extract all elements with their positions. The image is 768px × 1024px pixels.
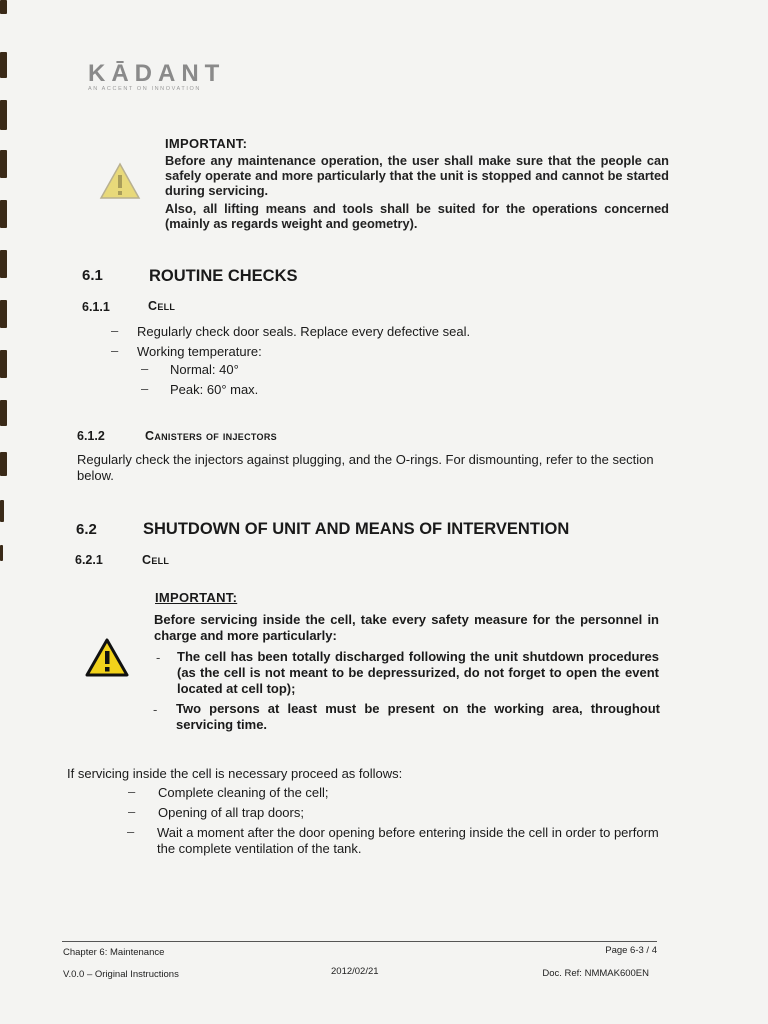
important-list-item: Two persons at least must be present on the working area, throughout servicing time.	[176, 701, 660, 732]
binder-hole	[0, 250, 7, 278]
list-bullet: –	[141, 361, 149, 376]
subsection-title: Cell	[148, 299, 176, 313]
binder-hole	[0, 200, 7, 228]
subsection-title: Cell	[142, 553, 170, 567]
important-paragraph: Also, all lifting means and tools shall be suited for the operations concerned (mainly as regards weight and geometry).	[165, 201, 669, 231]
binder-hole	[0, 0, 7, 14]
list-item: Working temperature:	[137, 344, 262, 359]
section-title: ROUTINE CHECKS	[149, 267, 298, 285]
list-bullet: –	[128, 804, 136, 819]
procedure-step: Wait a moment after the door opening before entering inside the cell in order to perform the complete ventilation of the tank.	[157, 825, 659, 856]
list-bullet: –	[127, 824, 135, 839]
subsection-number: 6.1.2	[77, 429, 105, 443]
list-bullet: –	[141, 381, 149, 396]
paragraph: Regularly check the injectors against plugging, and the O-rings. For dismounting, refer to the section below.	[77, 452, 654, 483]
list-bullet: -	[156, 650, 161, 665]
important-paragraph: Before servicing inside the cell, take every safety measure for the personnel in charge and more particularly:	[154, 612, 659, 643]
binder-hole	[0, 545, 3, 561]
company-tagline: AN ACCENT ON INNOVATION	[88, 86, 201, 92]
binder-hole	[0, 452, 7, 476]
binder-hole	[0, 350, 7, 378]
subsection-number: 6.2.1	[75, 553, 103, 567]
company-logo: KĀDANT	[88, 60, 226, 87]
binder-hole	[0, 52, 7, 78]
footer-date: 2012/02/21	[331, 966, 379, 977]
procedure-step: Opening of all trap doors;	[158, 805, 304, 820]
footer-chapter: Chapter 6: Maintenance	[63, 947, 165, 958]
list-subitem: Peak: 60° max.	[170, 382, 259, 397]
section-title: SHUTDOWN OF UNIT AND MEANS OF INTERVENTION	[143, 520, 570, 538]
warning-icon	[85, 638, 129, 678]
important-title: IMPORTANT:	[155, 590, 238, 605]
important-title: IMPORTANT:	[165, 136, 248, 151]
list-bullet: –	[111, 343, 119, 358]
list-bullet: –	[128, 784, 136, 799]
binder-hole	[0, 150, 7, 178]
footer-version: V.0.0 – Original Instructions	[63, 969, 179, 980]
footer-doc-ref: Doc. Ref: NMMAK600EN	[542, 968, 649, 979]
section-number: 6.2	[76, 521, 97, 538]
subsection-title: Canisters of injectors	[145, 429, 277, 443]
section-number: 6.1	[82, 267, 103, 284]
procedure-intro: If servicing inside the cell is necessary proceed as follows:	[67, 766, 403, 781]
footer-divider	[62, 941, 657, 942]
binder-hole	[0, 400, 7, 426]
list-bullet: –	[111, 323, 119, 338]
binder-hole	[0, 500, 4, 522]
list-item: Regularly check door seals. Replace every defective seal.	[137, 324, 471, 339]
binder-hole	[0, 100, 7, 130]
list-bullet: -	[153, 702, 158, 717]
binder-hole	[0, 300, 7, 328]
footer-page: Page 6-3 / 4	[605, 945, 657, 956]
important-paragraph: Before any maintenance operation, the user shall make sure that the people can safely operate and more particularly that the unit is stopped and cannot be started during servicing.	[165, 153, 669, 198]
warning-icon	[99, 162, 141, 200]
list-subitem: Normal: 40°	[170, 362, 239, 377]
procedure-step: Complete cleaning of the cell;	[158, 785, 329, 800]
subsection-number: 6.1.1	[82, 300, 110, 314]
important-list-item: The cell has been totally discharged following the unit shutdown procedures (as the cell is not meant to be depressurized, do not forget to open the event located at cell top);	[177, 649, 659, 696]
